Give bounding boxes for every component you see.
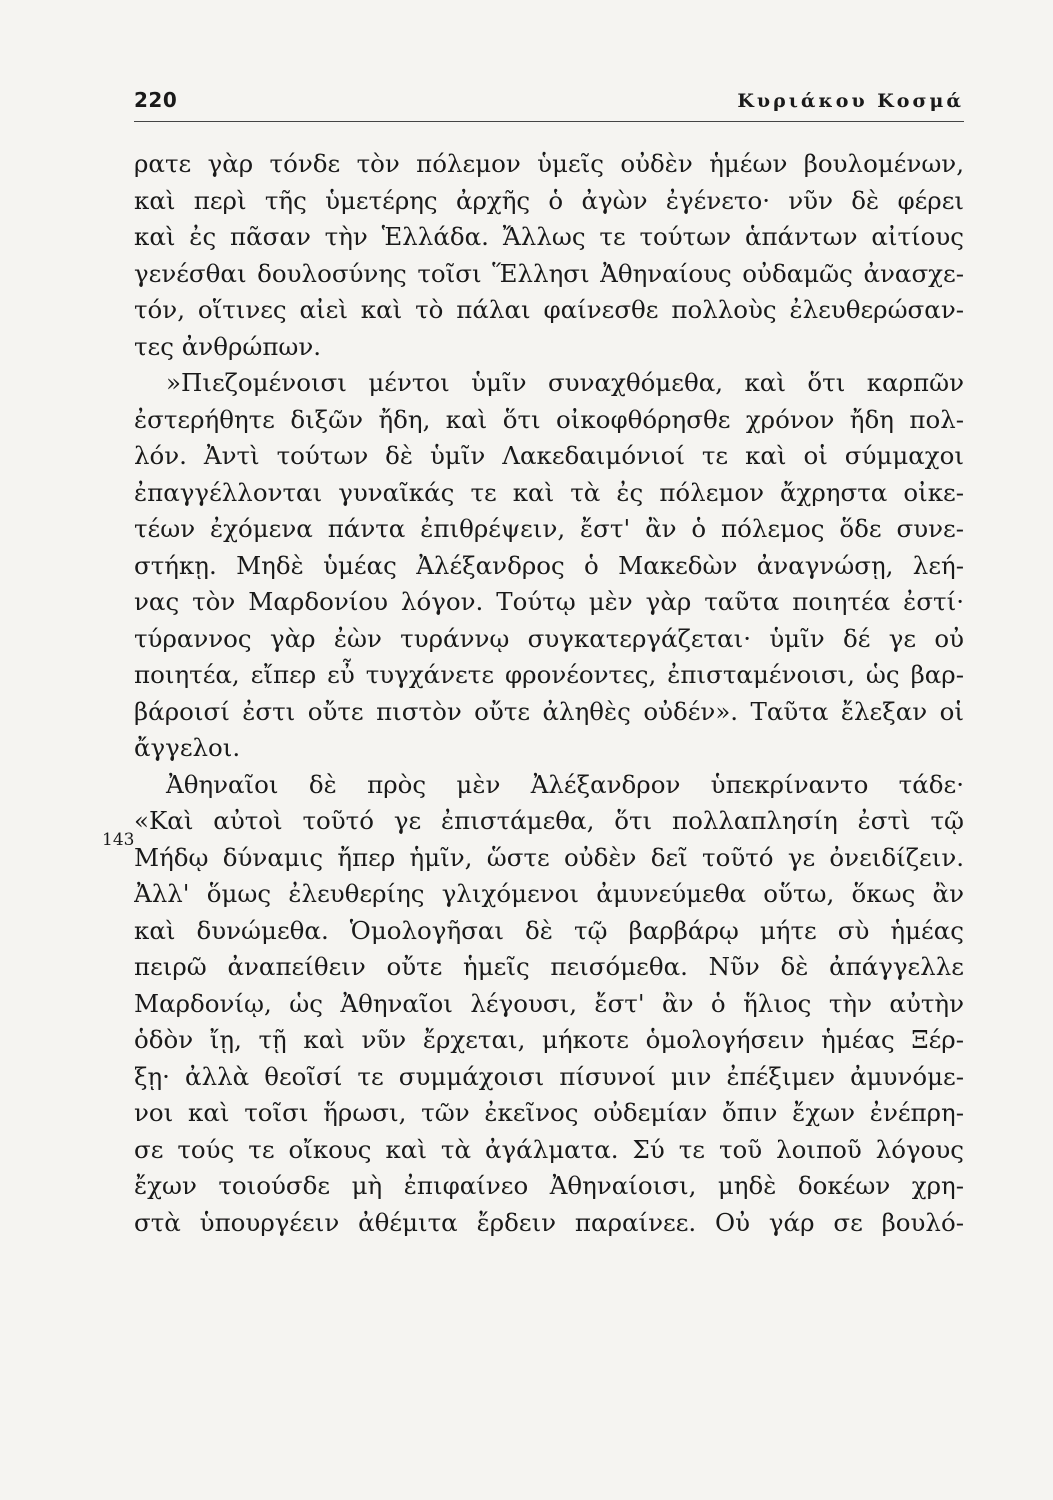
text-line: καὶ περὶ τῆς ὑμετέρης ἀρχῆς ὁ ἀγὼν ἐγένετο· νῦν δὲ φέρει (134, 185, 964, 215)
text-line: ἐπαγγέλλονται γυναῖκάς τε καὶ τὰ ἐς πόλεμον ἄχρηστα οἰκε- (134, 477, 964, 507)
text-line: τες ἀνθρώπων. (134, 331, 322, 361)
running-head: Κυριάκου Κοσμά (737, 90, 964, 112)
text-line: σε τούς τε οἴκους καὶ τὰ ἀγάλματα. Σύ τε τοῦ λοιποῦ λόγους (134, 1134, 964, 1164)
text-line: πειρῶ ἀναπείθειν οὔτε ἡμεῖς πεισόμεθα. Νῦν δὲ ἀπάγγελλε (134, 952, 964, 981)
text-line: ἔχων τοιούσδε μὴ ἐπιφαίνεο Ἀθηναίοισι, μηδὲ δοκέων χρη- (134, 1171, 964, 1200)
text-line: »Πιεζομένοισι μέντοι ὑμῖν συναχθόμεθα, καὶ ὅτι καρπῶν (166, 368, 964, 397)
text-line: Ἀθηναῖοι δὲ πρὸς μὲν Ἀλέξανδρον ὑπεκρίναντο τάδε· (166, 769, 964, 799)
text-line: «Καὶ αὐτοὶ τοῦτό γε ἐπιστάμεθα, ὅτι πολλαπλησίη ἐστὶ τῷ (134, 806, 964, 835)
text-line: καὶ ἐς πᾶσαν τὴν Ἑλλάδα. Ἄλλως τε τούτων ἁπάντων αἰτίους (134, 222, 964, 251)
text-line: τόν, οἵτινες αἰεὶ καὶ τὸ πάλαι φαίνεσθε πολλοὺς ἐλευθερώσαν- (134, 295, 964, 324)
text-line: Ἀλλ' ὅμως ἐλευθερίης γλιχόμενοι ἀμυνεύμεθα οὕτω, ὅκως ἂν (134, 879, 964, 908)
page-number: 220 (134, 88, 178, 112)
text-line: νοι καὶ τοῖσι ἥρωσι, τῶν ἐκεῖνος οὐδεμίαν ὄπιν ἔχων ἐνέπρη- (134, 1098, 964, 1127)
text-line: τύραννος γὰρ ἐὼν τυράννῳ συγκατεργάζεται· ὑμῖν δέ γε οὐ (134, 623, 964, 653)
text-line: τέων ἐχόμενα πάντα ἐπιθρέψειν, ἔστ' ἂν ὁ πόλεμος ὅδε συνε- (134, 514, 964, 543)
text-line: ἄγγελοι. (134, 733, 241, 762)
text-line: βάροισί ἐστι οὔτε πιστὸν οὔτε ἀληθὲς οὐδέν». Ταῦτα ἔλεξαν οἱ (134, 696, 964, 726)
text-line: ἐστερήθητε διξῶν ἤδη, καὶ ὅτι οἰκοφθόρησθε χρόνον ἤδη πολ- (134, 404, 964, 434)
text-line: Μαρδονίῳ, ὡς Ἀθηναῖοι λέγουσι, ἔστ' ἂν ὁ ἥλιος τὴν αὐτὴν (134, 988, 964, 1018)
page-header (134, 88, 964, 122)
text-line: καὶ δυνώμεθα. Ὁμολογῆσαι δὲ τῷ βαρβάρῳ μήτε σὺ ἡμέας (134, 915, 964, 945)
text-line: ρατε γὰρ τόνδε τὸν πόλεμον ὑμεῖς οὐδὲν ἡμέων βουλομένων, (134, 149, 964, 178)
text-line: στὰ ὑπουργέειν ἀθέμιτα ἔρδειν παραίνεε. Οὐ γάρ σε βουλό- (134, 1207, 964, 1237)
text-body (134, 146, 964, 1241)
header-rule (134, 121, 964, 122)
text-line: λόν. Ἀντὶ τούτων δὲ ὑμῖν Λακεδαιμόνιοί τε καὶ οἱ σύμμαχοι (134, 441, 964, 470)
text-line: στήκῃ. Μηδὲ ὑμέας Ἀλέξανδρος ὁ Μακεδὼν ἀναγνώσῃ, λεή- (134, 550, 964, 580)
text-line: νας τὸν Μαρδονίου λόγον. Τούτῳ μὲν γὰρ ταῦτα ποιητέα ἐστί· (134, 587, 964, 616)
margin-section-number: 143 (102, 830, 135, 850)
text-line: ξῃ· ἀλλὰ θεοῖσί τε συμμάχοισι πίσυνοί μιν ἐπέξιμεν ἀμυνόμε- (134, 1061, 964, 1091)
text-line: ποιητέα, εἴπερ εὖ τυγχάνετε φρονέοντες, ἐπισταμένοισι, ὡς βαρ- (134, 660, 964, 689)
text-line: Μήδῳ δύναμις ἤπερ ἡμῖν, ὥστε οὐδὲν δεῖ τοῦτό γε ὀνειδίζειν. (134, 842, 964, 872)
text-line: ὁδὸν ἴῃ, τῇ καὶ νῦν ἔρχεται, μήκοτε ὁμολογήσειν ἡμέας Ξέρ- (134, 1025, 964, 1054)
text-line: γενέσθαι δουλοσύνης τοῖσι Ἕλλησι Ἀθηναίους οὐδαμῶς ἀνασχε- (134, 258, 964, 288)
